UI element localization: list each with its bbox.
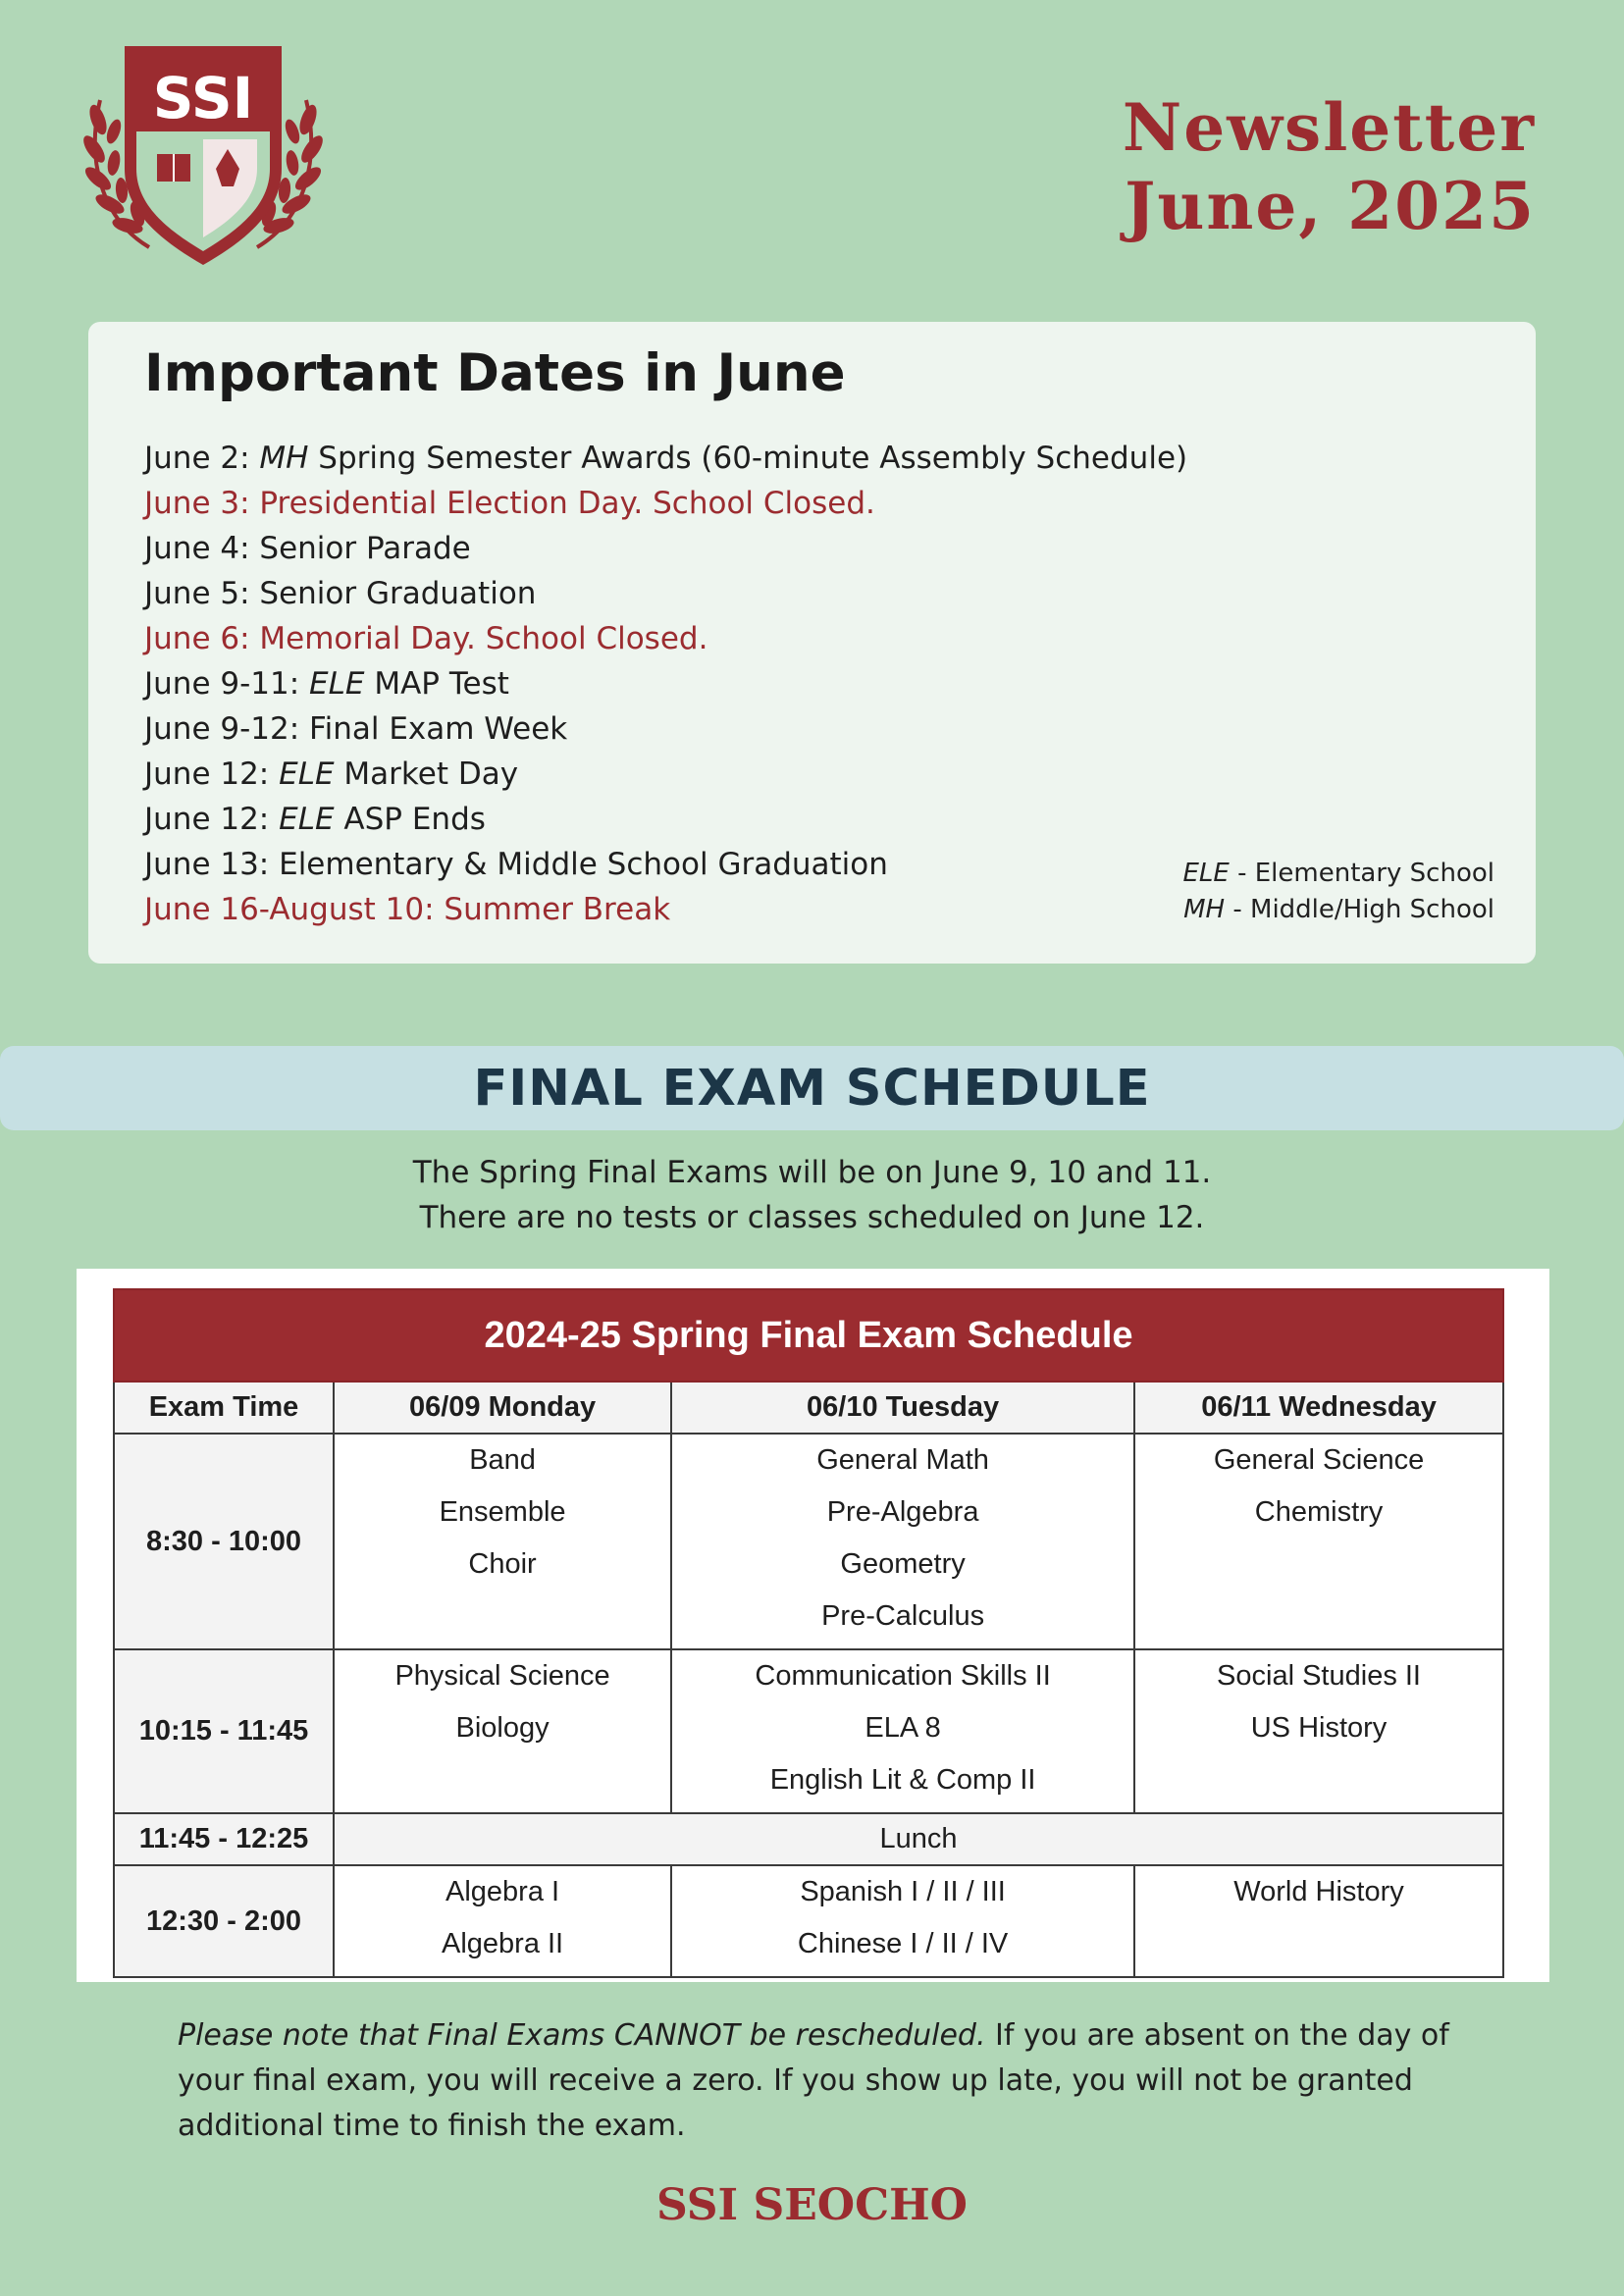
subject: Pre-Calculus — [821, 1600, 985, 1632]
abbreviation-legend — [1183, 856, 1495, 928]
subject: Communication Skills II — [755, 1660, 1051, 1692]
exam-intro-text — [0, 1150, 1624, 1240]
final-exam-banner — [0, 1046, 1624, 1130]
newsletter-date: June, 2025 — [1125, 168, 1536, 244]
column-header: 06/09 Monday — [334, 1382, 671, 1434]
column-header: 06/11 Wednesday — [1134, 1382, 1503, 1434]
date-item: June 13: Elementary & Middle School Graduation — [144, 847, 888, 882]
important-dates-card — [88, 322, 1536, 964]
exam-time-cell: 8:30 - 10:00 — [114, 1434, 334, 1649]
table-row — [114, 1434, 1503, 1649]
schedule-title: 2024-25 Spring Final Exam Schedule — [114, 1289, 1503, 1382]
subject: Chinese I / II / IV — [797, 1928, 1009, 1959]
subject: Chemistry — [1254, 1496, 1384, 1528]
exam-intro-line: The Spring Final Exams will be on June 9, 10 and 11. — [412, 1155, 1212, 1190]
column-header: Exam Time — [114, 1382, 334, 1434]
subject-cell — [1134, 1649, 1503, 1813]
date-item-closed: June 6: Memorial Day. School Closed. — [144, 621, 708, 656]
final-exam-heading: FINAL EXAM SCHEDULE — [473, 1059, 1151, 1118]
subject: US History — [1250, 1712, 1388, 1744]
lunch-cell: Lunch — [334, 1813, 1503, 1865]
table-row — [114, 1649, 1503, 1813]
subject: Ensemble — [439, 1496, 566, 1528]
note-emphasis: Please note that Final Exams CANNOT be rescheduled. — [178, 2018, 986, 2053]
column-header: 06/10 Tuesday — [671, 1382, 1134, 1434]
subject: Choir — [468, 1548, 537, 1580]
exam-time-cell: 12:30 - 2:00 — [114, 1865, 334, 1977]
subject: Algebra II — [441, 1928, 564, 1959]
subject: ELA 8 — [864, 1712, 941, 1744]
subject-cell — [334, 1865, 671, 1977]
subject: Band — [469, 1444, 536, 1476]
subject-cell — [1134, 1865, 1503, 1977]
subject: Pre-Algebra — [826, 1496, 979, 1528]
subject-cell — [671, 1865, 1134, 1977]
subject: Algebra I — [445, 1876, 560, 1907]
subject: Spanish I / II / III — [800, 1876, 1006, 1907]
subject-cell — [334, 1649, 671, 1813]
subject-cell — [334, 1434, 671, 1649]
date-item: June 12: ELE ASP Ends — [144, 802, 486, 837]
subject: Biology — [455, 1712, 550, 1744]
newsletter-label: Newsletter — [1122, 89, 1536, 166]
date-item-closed: June 16-August 10: Summer Break — [144, 892, 671, 927]
newsletter-title — [1123, 88, 1536, 245]
table-row — [114, 1865, 1503, 1977]
note-text: If you are absent on the day of your final exam, you will receive a zero. If you show up late, you will not be granted additional time to finish the exam. — [178, 2018, 1449, 2143]
exam-schedule-table — [113, 1288, 1504, 1978]
legend-item: MH - Middle/High School — [1183, 895, 1494, 924]
date-item: June 9-12: Final Exam Week — [144, 711, 568, 747]
subject: Physical Science — [394, 1660, 610, 1692]
subject-cell — [671, 1649, 1134, 1813]
subject: General Math — [816, 1444, 989, 1476]
important-dates-heading: Important Dates in June — [144, 343, 846, 403]
footer-school-name: SSI SEOCHO — [655, 2180, 969, 2230]
subject: World History — [1233, 1876, 1404, 1907]
date-item-closed: June 3: Presidential Election Day. School Closed. — [144, 486, 875, 521]
subject: General Science — [1213, 1444, 1425, 1476]
subject: Social Studies II — [1217, 1660, 1421, 1692]
exam-time-cell: 10:15 - 11:45 — [114, 1649, 334, 1813]
exam-intro-line: There are no tests or classes scheduled on June 12. — [419, 1200, 1205, 1235]
date-item: June 4: Senior Parade — [144, 531, 471, 566]
exam-time-cell: 11:45 - 12:25 — [114, 1813, 334, 1865]
reschedule-note — [178, 2013, 1473, 2149]
date-item: June 9-11: ELE MAP Test — [144, 666, 509, 702]
date-item: June 5: Senior Graduation — [144, 576, 537, 611]
school-crest-logo — [80, 41, 326, 273]
subject-cell — [1134, 1434, 1503, 1649]
date-item: June 2: MH Spring Semester Awards (60-minute Assembly Schedule) — [144, 441, 1188, 476]
exam-schedule-panel — [77, 1269, 1549, 1982]
important-dates-list — [144, 436, 1187, 932]
subject: Geometry — [840, 1548, 966, 1580]
svg-text:SSI: SSI — [152, 65, 254, 131]
date-item: June 12: ELE Market Day — [144, 757, 519, 792]
table-row-lunch — [114, 1813, 1503, 1865]
legend-item: ELE - Elementary School — [1182, 859, 1494, 888]
subject: English Lit & Comp II — [769, 1764, 1036, 1796]
subject-cell — [671, 1434, 1134, 1649]
